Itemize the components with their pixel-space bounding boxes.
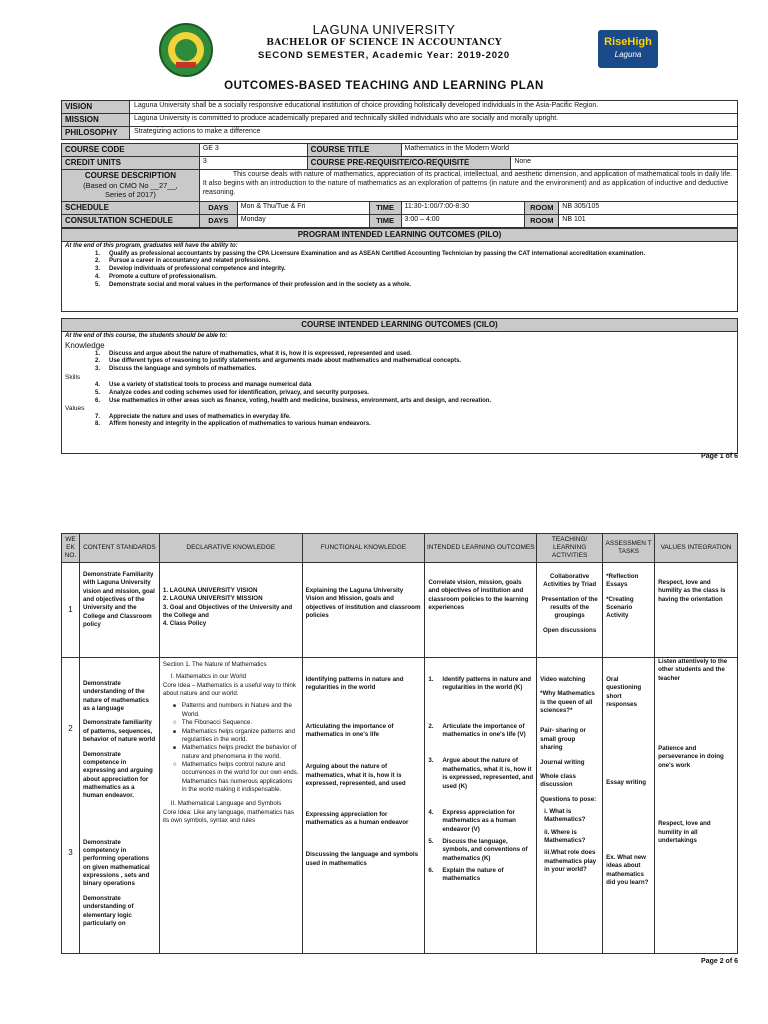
philosophy-text: Strategizing actions to make a difference — [130, 127, 738, 140]
week-1-row — [62, 563, 738, 658]
teaching-activities — [537, 658, 603, 954]
content-item: Demonstrate competence in expressing and arguing about appreciation for mathematics as a human endeavor. — [82, 750, 153, 800]
teaching-plan-table — [61, 533, 738, 954]
content-standard: Demonstrate Familiarity with Laguna University vision and mission, goal and objectives of the University and the College and Classroom policy — [79, 563, 159, 658]
cilo-knowledge-label: Knowledge — [65, 340, 105, 350]
week-number: 1 — [62, 563, 80, 658]
assessment-item: *Creating Scenario Activity — [606, 595, 634, 620]
course-title-value: Mathematics in the Modern World — [401, 144, 737, 157]
assessment-tasks — [603, 658, 655, 954]
schedule-room-value: NB 305/105 — [559, 201, 738, 214]
decl-bullet-list — [163, 702, 299, 777]
cilo-skills-list — [65, 382, 734, 405]
cmo-series: Series of 2017) — [104, 190, 156, 200]
pilo-body — [61, 242, 738, 312]
pilo-section — [61, 228, 738, 312]
cilo-item: 1. Discuss and argue about the nature of mathematics, what it is, how it is expressed, represented and used. — [95, 350, 412, 357]
content-item: Demonstrate familiarity of patterns, sequences, behavior of nature world — [82, 719, 156, 744]
activity-item: ii. Where is Mathematics? — [544, 828, 586, 845]
decl-bullet: ○ The Fibonacci Sequence. — [173, 719, 299, 727]
course-code-value: GE 3 — [199, 144, 307, 157]
declarative-knowledge — [159, 658, 302, 954]
content-item: Demonstrate understanding of the nature of mathematics as a language — [82, 680, 150, 713]
func-item: Articulating the importance of mathematics in one's life — [305, 722, 394, 739]
values-integration: Respect, love and humility as the class is having the orientation — [655, 563, 738, 658]
cilo-knowledge-list — [65, 351, 734, 374]
func-item: Identifying patterns in nature and regularities in the world — [305, 676, 404, 692]
activity-item: Presentation of the results of the groupings — [541, 595, 598, 620]
teaching-activities — [537, 563, 603, 658]
col-intended-outcomes: INTENDED LEARNING OUTCOMES — [425, 534, 537, 563]
cilo-item: 7. Appreciate the nature and uses of mathematics in everyday life. — [95, 413, 291, 420]
schedule-label: SCHEDULE — [62, 201, 200, 214]
value-item: Patience and perseverance in doing one's work — [658, 745, 724, 769]
decl-item: 3. Goal and Objectives of the University and the College and — [162, 603, 293, 620]
mission-text: Laguna University is committed to produce academically prepared and technically skilled individuals who are socially and morally upright. — [130, 114, 738, 127]
col-declarative-knowledge: DECLARATIVE KNOWLEDGE — [159, 534, 302, 563]
week-numbers — [62, 658, 80, 954]
plan-title: OUTCOMES-BASED TEACHING AND LEARNING PLAN — [224, 80, 544, 92]
logo-text-risehigh: RiseHigh — [604, 36, 652, 48]
pilo-item: 5. Demonstrate social and moral values in the performance of their profession and in the society as a whole. — [95, 281, 412, 288]
learning-outcomes — [425, 658, 537, 954]
content-standards — [79, 658, 159, 954]
assessment-item: Oral questioning short responses — [606, 676, 642, 709]
credit-units-value: 3 — [199, 157, 307, 170]
decl-bullet: ○ Mathematics helps control nature and occurrences in the world for our own ends. — [173, 761, 299, 778]
page-number: Page 1 of 6 — [701, 453, 738, 460]
consultation-days-value: Monday — [237, 214, 369, 227]
functional-knowledge: Explaining the Laguna University Vision and Mission, goals and objectives of institution and classroom policies — [302, 563, 425, 658]
schedule-room-label: ROOM — [525, 201, 559, 214]
pilo-title: PROGRAM INTENDED LEARNING OUTCOMES (PILO) — [61, 228, 738, 242]
course-title-label: COURSE TITLE — [307, 144, 401, 157]
assessment-item: Ex. What new ideas about mathematics did you learn? — [606, 853, 649, 886]
cilo-item: 6. Use mathematics in other areas such as finance, voting, health and medicine, business, environment, arts and design, and recreation. — [95, 397, 492, 404]
page-1 — [0, 0, 768, 468]
decl-topic: I. Mathematics in our World — [170, 673, 247, 681]
col-values-integration: VALUES INTEGRATION — [655, 534, 738, 563]
mission-label: MISSION — [62, 114, 130, 127]
activity-item: Video watching — [540, 676, 586, 683]
decl-bullet: ■ Mathematics helps organize patterns and regularities in the world. — [173, 728, 299, 745]
decl-core-idea: Core Idea – Mathematics is a useful way to think about nature and our world. — [162, 681, 296, 698]
schedule-days-label: DAYS — [199, 201, 237, 214]
pilo-item: 4. Promote a culture of professionalism. — [95, 273, 217, 280]
cilo-body — [61, 332, 738, 454]
activity-item: iii.What role does mathematics play in your world? — [544, 849, 597, 874]
cilo-values-list — [65, 414, 734, 430]
functional-knowledge — [302, 658, 425, 954]
cilo-values-label: Values — [65, 405, 85, 413]
col-teaching-activities: TEACHING/ LEARNING ACTIVITIES — [537, 534, 603, 563]
course-description-heading: COURSE DESCRIPTION — [84, 171, 176, 180]
vision-text: Laguna University shall be a socially responsive educational institution of choice providing holistically developed individuals in the Asia-Pacific Region. — [130, 101, 738, 114]
cilo-item: 8. Affirm honesty and integrity in the application of mathematics to various human endeavors. — [95, 421, 371, 428]
page-2 — [0, 468, 768, 1024]
consultation-label: CONSULTATION SCHEDULE — [62, 214, 200, 227]
outcome-item: 2. Articulate the importance of mathematics in one's life (V) — [428, 722, 526, 739]
cilo-item: 3. Discuss the language and symbols of mathematics. — [95, 366, 257, 373]
course-info-table — [61, 143, 738, 228]
pilo-item: 1. Qualify as professional accountants by passing the CPA Licensure Examination and as ASEAN Certified Accounting Technician by passing the CAT international accreditation examination. — [95, 250, 646, 257]
consultation-time-label: TIME — [369, 214, 401, 227]
consultation-room-value: NB 101 — [559, 214, 738, 227]
col-functional-knowledge: FUNCTIONAL KNOWLEDGE — [302, 534, 425, 563]
cilo-item: 4. Use a variety of statistical tools to process and manage numerical data — [95, 382, 312, 389]
func-item: Expressing appreciation for mathematics as a human endeavor — [305, 810, 409, 826]
declarative-knowledge — [159, 563, 302, 658]
activity-item: Journal writing — [540, 758, 585, 766]
activity-item: *Why Mathematics is the queen of all sciences?* — [540, 690, 595, 715]
decl-bullet: ■ Patterns and numbers in Nature and the World. — [173, 702, 299, 719]
func-item: Arguing about the nature of mathematics, what it is, how it is expressed, represented, and used — [305, 763, 406, 788]
semester-line: SECOND SEMESTER, Academic Year: 2019-2020 — [258, 49, 510, 61]
pilo-item: 2. Pursue a career in accountancy and related professions. — [95, 258, 271, 265]
assessment-tasks — [603, 563, 655, 658]
logo-text-laguna: Laguna — [614, 49, 642, 59]
week-2-3-row — [62, 658, 738, 954]
outcome-list — [428, 676, 533, 884]
activity-item: Pair- sharing or small group sharing — [540, 727, 586, 752]
outcome-item: 6. Explain the nature of mathematics — [428, 867, 504, 883]
cilo-section — [61, 318, 738, 454]
decl-item: 4. Class Policy — [162, 620, 207, 628]
assessment-item: *Reflection Essays — [606, 573, 639, 589]
philosophy-row — [62, 127, 738, 140]
schedule-days-value: Mon & Thu/Tue & Fri — [237, 201, 369, 214]
week-number: 3 — [68, 848, 73, 857]
mission-row — [62, 114, 738, 127]
decl-section-title: Section 1. The Nature of Mathematics — [162, 661, 267, 668]
cilo-title: COURSE INTENDED LEARNING OUTCOMES (CILO) — [61, 318, 738, 332]
content-item: Demonstrate competency in performing operations on given mathematical expressions , sets and binary operations — [82, 838, 150, 888]
decl-bullet: ■ Mathematics helps predict the behavior of nature and phenomena in the world. — [173, 744, 299, 761]
outcome-item: 5. Discuss the language, symbols, and conventions of mathematics (K) — [428, 837, 528, 862]
week-number: 2 — [68, 724, 73, 733]
schedule-time-value: 11:30-1:00/7:00-8:30 — [401, 201, 525, 214]
activity-item: Open discussions — [542, 626, 597, 634]
decl-extra: Mathematics has numerous applications in the world making it indispensable. — [181, 777, 293, 794]
pilo-item: 3. Develop individuals of professional competence and integrity. — [95, 266, 286, 273]
outcome-item: 4. Express appreciation for mathematics as a human endeavor (V) — [428, 808, 516, 833]
cilo-skills-label: Skills — [65, 373, 81, 381]
pilo-list — [65, 251, 734, 290]
cilo-item: 5. Analyze codes and coding schemes used for identification, privacy, and security purposes. — [95, 389, 369, 396]
pilo-intro: At the end of this program, graduates will have the ability to: — [65, 243, 238, 249]
university-name: LAGUNA UNIVERSITY — [312, 22, 456, 37]
decl-item: 2. LAGUNA UNIVERSITY MISSION — [162, 595, 263, 603]
activity-item: Whole class discussion — [540, 772, 576, 789]
consultation-days-label: DAYS — [199, 214, 237, 227]
plan-header-row — [62, 534, 738, 563]
col-week: WE EK NO. — [62, 534, 80, 563]
func-item: Discussing the language and symbols used in mathematics — [305, 851, 419, 867]
activity-item: Collaborative Activities by Triad — [543, 573, 597, 589]
outcome-item: 1. Identify patterns in nature and regularities in the world (K) — [428, 676, 532, 692]
decl-item: 1. LAGUNA UNIVERSITY VISION — [162, 587, 258, 594]
course-description-text: This course deals with nature of mathematics, appreciation of its practical, intellectual, and aesthetic dimension, and application of mathematical tools in daily life. It also begins with an introduction to the nature of mathematics as an exploration of patterns (in nature and the environment) and as application of inductive and deductive reasoning. — [199, 170, 737, 202]
prereq-value: None — [511, 157, 738, 170]
outcome-item: 3. Argue about the nature of mathematics, what it is, how it is expressed, represented, and used (K) — [428, 757, 534, 790]
content-item: Demonstrate understanding of elementary logic particularly on — [82, 894, 134, 927]
philosophy-label: PHILOSOPHY — [62, 127, 130, 140]
course-code-label: COURSE CODE — [62, 144, 200, 157]
value-item: Respect, love and humility in all undertakings — [658, 820, 711, 844]
activity-item: Questions to pose: — [540, 795, 597, 803]
assessment-item: Essay writing — [606, 779, 646, 787]
credit-units-label: CREDIT UNITS — [62, 157, 200, 170]
values-integration — [655, 658, 738, 954]
document-header — [0, 22, 768, 61]
decl-core-idea: Core Idea: Like any language, mathematics has its own symbols, syntax and rules — [162, 808, 294, 825]
schedule-time-label: TIME — [369, 201, 401, 214]
cilo-item: 2. Use different types of reasoning to justify statements and arguments made about mathematics and mathematical concepts. — [95, 358, 462, 365]
course-description-label — [62, 170, 200, 202]
consultation-room-label: ROOM — [525, 214, 559, 227]
col-assessment-tasks: ASSESSMEN T TASKS — [603, 534, 655, 563]
decl-topic: II. Mathematical Language and Symbols — [170, 800, 282, 808]
page-number: Page 2 of 6 — [701, 958, 738, 965]
value-item: Listen attentively to the other students and the teacher — [658, 658, 728, 682]
cmo-reference: (Based on CMO No __27__, — [83, 181, 178, 190]
cilo-intro: At the end of this course, the students should be able to: — [65, 333, 228, 339]
learning-outcome: Correlate vision, mission, goals and objectives of institution and classroom policies to the learning experiences — [425, 563, 537, 658]
col-content-standards: CONTENT STANDARDS — [79, 534, 159, 563]
consultation-time-value: 3:00 – 4:00 — [401, 214, 525, 227]
program-name: BACHELOR OF SCIENCE IN ACCOUNTANCY — [266, 38, 502, 49]
vision-row — [62, 101, 738, 114]
prereq-label: COURSE PRE-REQUISITE/CO-REQUISITE — [307, 157, 511, 170]
activity-item: i. What is Mathematics? — [544, 807, 586, 824]
vmp-table — [61, 100, 738, 140]
vision-label: VISION — [62, 101, 130, 114]
